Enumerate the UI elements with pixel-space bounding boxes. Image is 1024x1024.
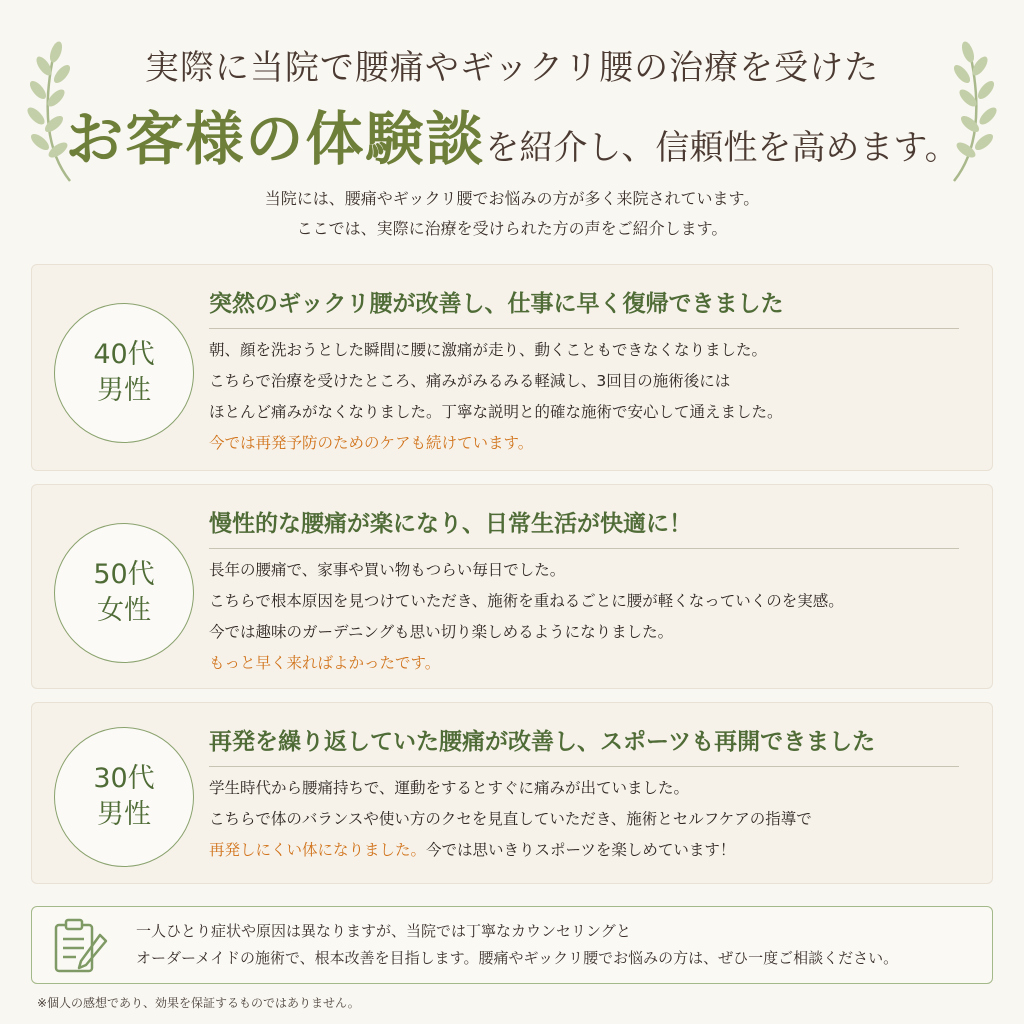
body-line: 長年の腰痛で、家事や買い物もつらい毎日でした。: [209, 561, 566, 579]
testimonial-title-1: 突然のギックリ腰が改善し、仕事に早く復帰できました: [209, 285, 959, 329]
body-highlight: 再発しにくい体になりました。: [209, 841, 427, 859]
age-badge-2: [54, 523, 194, 663]
intro-text: [0, 184, 1024, 244]
intro-line2: ここでは、実際に治療を受けられた方の声をご紹介します。: [296, 219, 728, 238]
body-highlight: もっと早く来ればよかったです。: [209, 654, 441, 672]
body-line: こちらで根本原因を見つけていただき、施術を重ねるごとに腰が軽くなっていくのを実感。: [209, 592, 844, 610]
body-line: 学生時代から腰痛持ちで、運動をするとすぐに痛みが出ていました。: [209, 779, 690, 797]
testimonial-body-1: [209, 335, 989, 459]
age-label: 50代: [93, 559, 155, 590]
clipboard-pencil-icon: [50, 917, 110, 975]
body-line: ほとんど痛みがなくなりました。丁寧な説明と的確な施術で安心して通えました。: [209, 403, 783, 421]
headline-line1: 実際に当院で腰痛やギックリ腰の治療を受けた: [144, 48, 880, 88]
body-highlight: 今では再発予防のためのケアも続けています。: [209, 434, 534, 452]
testimonial-body-3: [209, 773, 989, 866]
testimonial-title-2: 慢性的な腰痛が楽になり、日常生活が快適に！: [209, 505, 959, 549]
note-line2: オーダーメイドの施術で、根本改善を目指します。腰痛やギックリ腰でお悩みの方は、ぜひ一度ご相談ください。: [136, 949, 899, 967]
testimonial-card-3: [31, 702, 993, 884]
body-line: 今では趣味のガーデニングも思い切り楽しめるようになりました。: [209, 623, 674, 641]
closing-note: [31, 906, 993, 984]
gender-label: 女性: [97, 595, 151, 626]
body-line-rest: 今では思いきりスポーツを楽しめています！: [426, 841, 736, 859]
disclaimer: ※個人の感想であり、効果を保証するものではありません。: [37, 996, 360, 1010]
body-line: こちらで体のバランスや使い方のクセを見直していただき、施術とセルフケアの指導で: [209, 810, 812, 828]
headline-rest: を紹介し、信頼性を高めます。: [485, 128, 959, 168]
testimonial-card-1: [31, 264, 993, 471]
age-label: 40代: [93, 339, 155, 370]
body-line: こちらで治療を受けたところ、痛みがみるみる軽減し、3回目の施術後には: [209, 372, 731, 390]
gender-label: 男性: [97, 799, 151, 830]
age-badge-3: [54, 727, 194, 867]
note-text: [136, 918, 986, 972]
age-badge-1: [54, 303, 194, 443]
headline-emphasis: お客様の体験談: [65, 105, 486, 173]
testimonial-body-2: [209, 555, 989, 679]
note-line1: 一人ひとり症状や原因は異なりますが、当院では丁寧なカウンセリングと: [136, 922, 632, 940]
intro-line1: 当院には、腰痛やギックリ腰でお悩みの方が多く来院されています。: [264, 189, 760, 208]
testimonial-card-2: [31, 484, 993, 689]
body-line-mixed: [209, 835, 989, 866]
headline-line2: [0, 92, 1024, 176]
gender-label: 男性: [97, 375, 151, 406]
body-line: 朝、顔を洗おうとした瞬間に腰に激痛が走り、動くこともできなくなりました。: [209, 341, 768, 359]
testimonial-title-3: 再発を繰り返していた腰痛が改善し、スポーツも再開できました: [209, 723, 959, 767]
age-label: 30代: [93, 763, 155, 794]
